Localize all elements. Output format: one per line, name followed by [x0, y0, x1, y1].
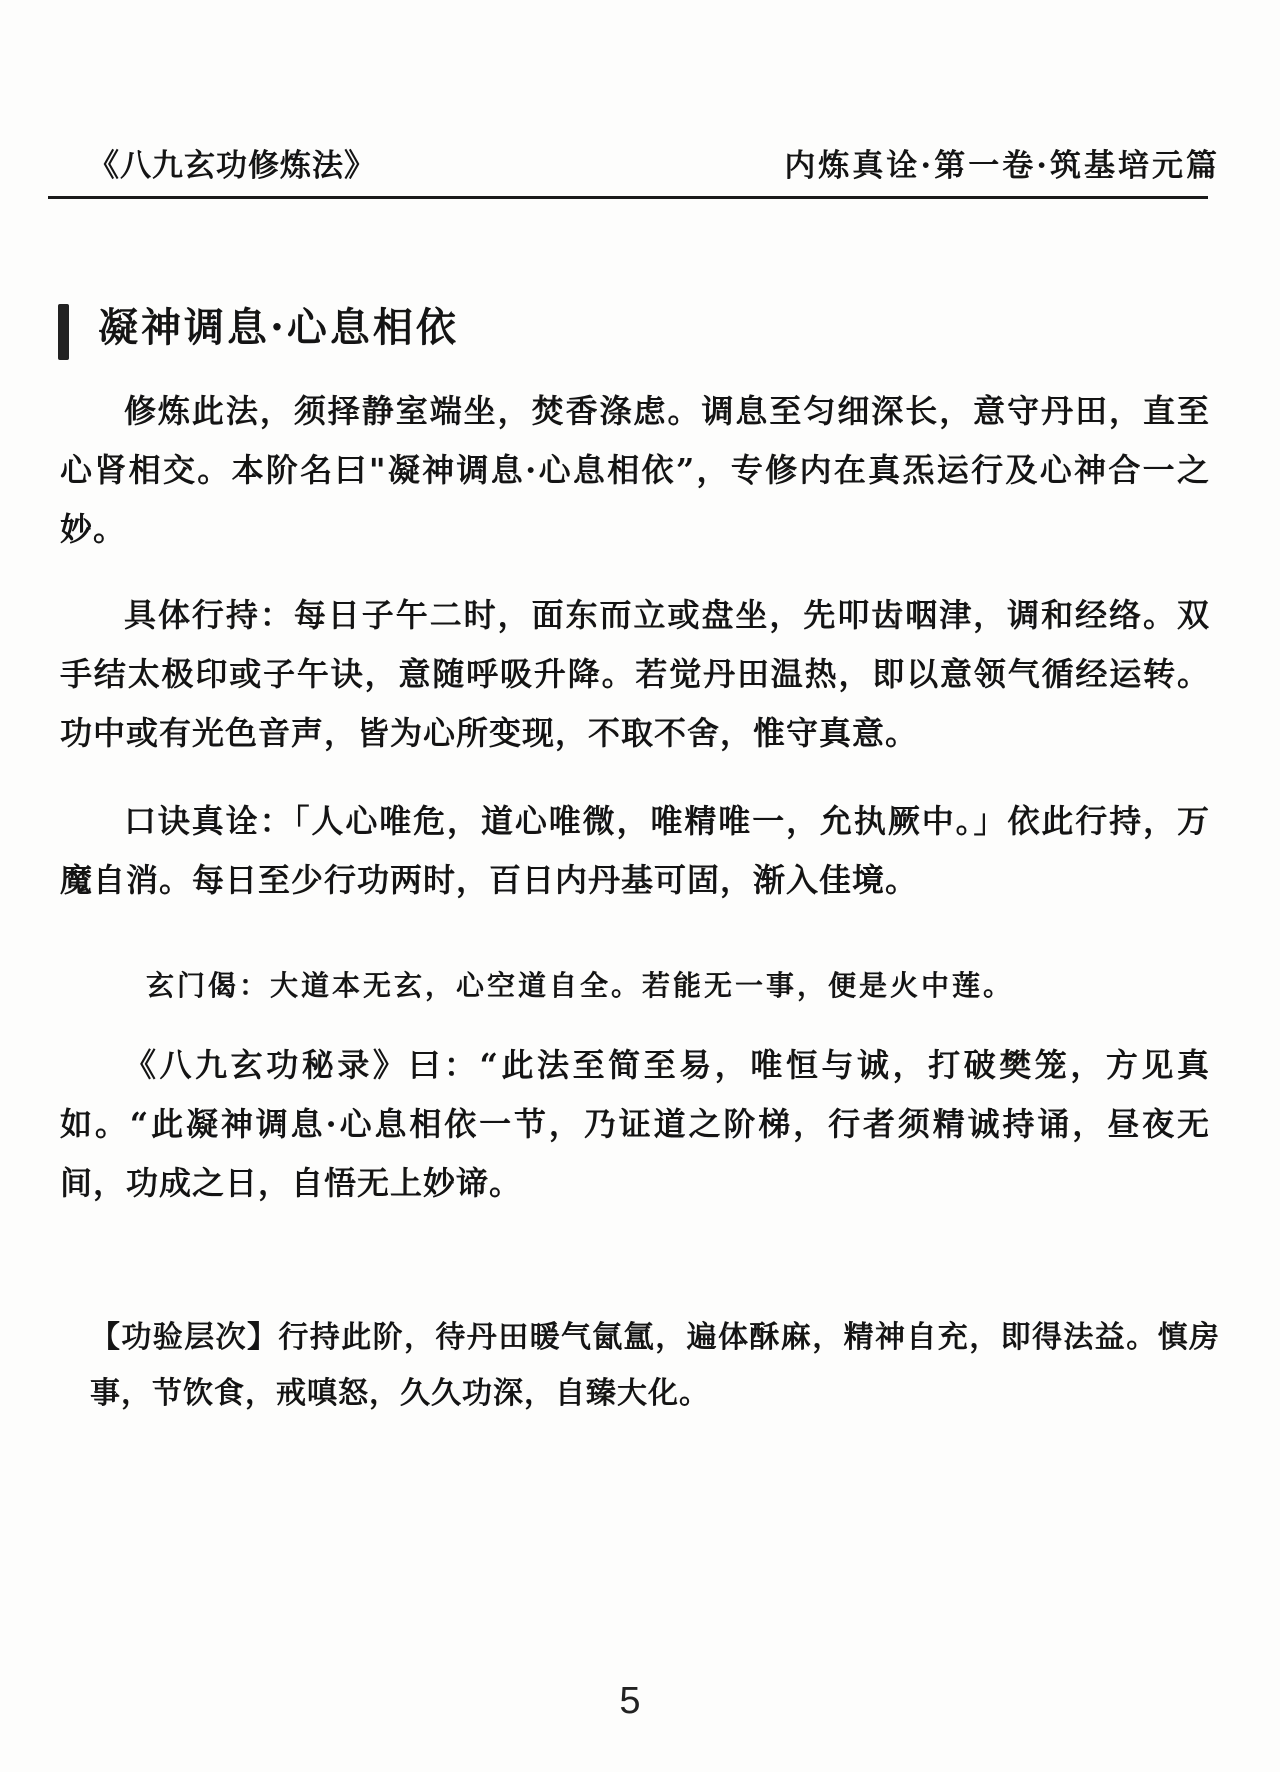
paragraph: 具体行持：每日子午二时，面东而立或盘坐，先叩齿咽津，调和经络。双手结太极印或子午诀，意随呼吸升降。若觉丹田温热，即以意领气循经运转。功中或有光色音声，皆为心所变现，不取不舍，惟守真意。 — [60, 596, 1210, 752]
quote-paragraph: 《八九玄功秘录》曰：“此法至简至易，唯恒与诚，打破樊笼，方见真如。“此凝神调息·心息相依一节，乃证道之阶梯，行者须精诚持诵，昼夜无间，功成之日，自悟无上妙谛。 — [60, 1046, 1210, 1202]
page-number: 5 — [619, 1680, 641, 1722]
running-header — [60, 128, 1220, 188]
paragraph: 口诀真诠：「人心唯危，道心唯微，唯精唯一，允执厥中。」依此行持，万魔自消。每日至少行功两时，百日内丹基可固，渐入佳境。 — [60, 802, 1210, 899]
chapter-title: 内炼真诠·第一卷·筑基培元篇 — [784, 148, 1220, 184]
verse: 玄门偈：大道本无玄，心空道自全。若能无一事，便是火中莲。 — [146, 969, 1015, 1002]
heading-bar — [58, 304, 69, 360]
header-rule — [48, 196, 1208, 199]
paragraph: 修炼此法，须择静室端坐，焚香涤虑。调息至匀细深长，意守丹田，直至心肾相交。本阶名曰"凝神调息·心息相依”，专修内在真炁运行及心神合一之妙。 — [60, 392, 1210, 548]
note-paragraph: 【功验层次】行持此阶，待丹田暖气氤氲，遍体酥麻，精神自充，即得法益。慎房事，节饮食，戒嗔怒，久久功深，自臻大化。 — [90, 1320, 1220, 1411]
book-title: 《八九玄功修炼法》 — [88, 148, 376, 184]
section-title: 凝神调息·心息相依 — [98, 304, 459, 351]
